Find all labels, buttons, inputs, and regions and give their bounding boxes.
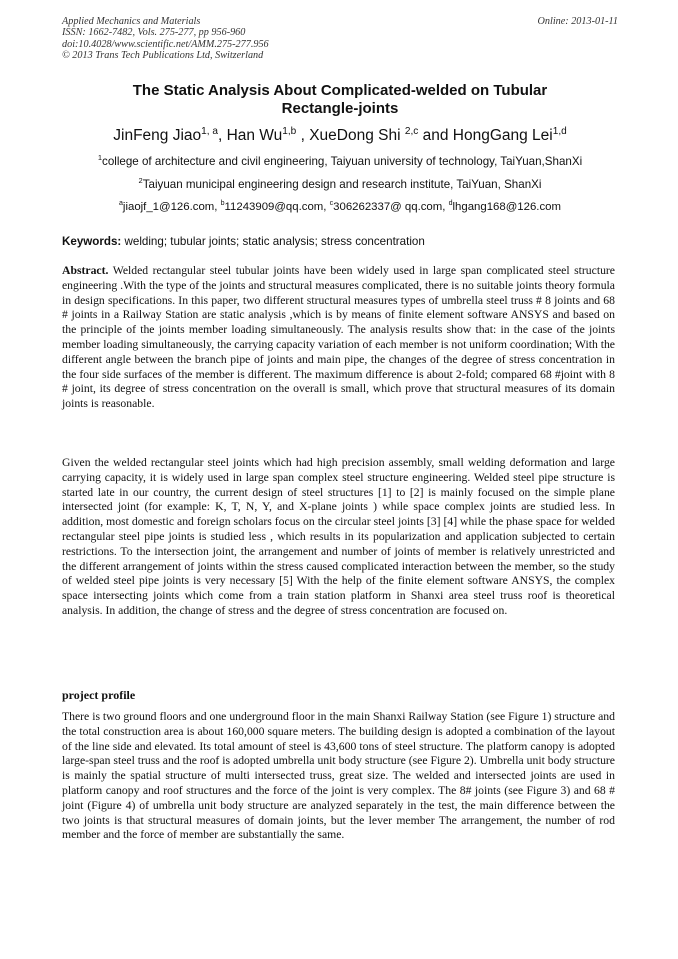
affiliation-mark: 1: [97, 153, 103, 163]
introduction-paragraph: Given the welded rectangular steel joints which had high precision assembly, small welding deformation and large carrying capacity, it is widely used in large span complex steel structure engineering. Welded steel pipe structure is started late in our country, the current design of steel structures [1] to [2] is mainly focused on the simple plane intersected joint (for example: K, T, N, Y, and X-plane joints ) while space complex joints are studied less. In addition, most domestic and foreign scholars focus on the circular steel joints [3] [4] while the phase space for welded rectangular steel pipe joints is studied less , which results in its popularization and application subjected to certain restrictions. To the intersection joint, the arrangement and number of joints of member is relatively unrestricted and the different arrangement of joints within the stress caused complicated interaction between the member, so the study of welded steel pipe joints is very necessary [5] With the help of the finite element software ANSYS, the complex space intersecting joints which come from a train station platform in Shanxi area steel truss roof is theoretical analysis. In addition, the change of stress and the degree of stress concentration are focused on.: [62, 456, 615, 617]
affiliation-2: [62, 178, 618, 192]
email-mark: a: [119, 200, 123, 208]
author-list: [62, 126, 618, 146]
author-affiliation-mark: 1, a: [201, 125, 218, 137]
affiliation-1: [62, 155, 618, 169]
email-address: 306262337@ qq.com,: [333, 201, 449, 213]
abstract-paragraph: [62, 264, 615, 412]
author-separator: ,: [296, 127, 310, 144]
journal-header: [62, 16, 618, 61]
email-address: lhgang168@126.com: [452, 201, 561, 213]
author-affiliation-mark: 1,d: [552, 125, 567, 137]
paper-title: [62, 82, 618, 118]
email-address: 11243909@qq.com,: [224, 201, 330, 213]
abstract-label: Abstract.: [62, 264, 109, 277]
author-separator: and: [418, 127, 453, 144]
email-mark: d: [448, 200, 453, 208]
author-name: HongGang Lei: [452, 127, 553, 144]
author-name: JinFeng Jiao: [113, 127, 202, 144]
author-name: Han Wu: [226, 127, 283, 144]
author-separator: ,: [217, 127, 227, 144]
title-line-1: The Static Analysis About Complicated-welded on Tubular: [132, 82, 548, 99]
email-mark: b: [220, 200, 225, 208]
author-affiliation-mark: 1,b: [282, 125, 297, 137]
email-mark: c: [329, 200, 334, 208]
online-date: Online: 2013-01-11: [537, 16, 618, 27]
email-list: [62, 200, 618, 214]
copyright-line: © 2013 Trans Tech Publications Ltd, Switzerland: [62, 49, 264, 61]
affiliation-text: college of architecture and civil engineering, Taiyuan university of technology, TaiYuan,ShanXi: [102, 155, 583, 168]
affiliation-mark: 2: [138, 176, 143, 186]
issn-line: ISSN: 1662-7482, Vols. 275-277, pp 956-960: [62, 27, 246, 39]
keywords: [62, 235, 618, 249]
author-name: XueDong Shi: [309, 127, 405, 144]
project-profile-paragraph: There is two ground floors and one underground floor in the main Shanxi Railway Station (see Figure 1) structure and the total construction area is about 160,000 square meters. The building design is adopted a combination of the layout of the line side and elevated. Its total amount of steel is 43,600 tons of steel structure. The platform canopy is adopted large-span steel truss and the roof is adopted umbrella unit body structure (see Figure 2). Umbrella unit body structure is mainly the spatial structure of multi intersected truss, great size. The welded and intersected joints are used in platform canopy and roof structures and the force of the joint is very complex. The 8# joints (see Figure 3) and 68 # joint (Figure 4) of umbrella unit body structure are analyzed separately in the test, the main difference between the two joints is that structural measures of domain joints, but the lever member The arrangement, the number of rod member and the force of member are substantially the same.: [62, 710, 615, 842]
keywords-text: welding; tubular joints; static analysis; stress concentration: [121, 235, 425, 248]
affiliation-text: Taiyuan municipal engineering design and research institute, TaiYuan, ShanXi: [142, 178, 542, 191]
keywords-label: Keywords:: [62, 235, 122, 248]
title-line-2: Rectangle-joints: [281, 100, 399, 117]
email-address: jiaojf_1@126.com,: [122, 201, 221, 213]
author-affiliation-mark: 2,c: [404, 125, 419, 137]
journal-name: Applied Mechanics and Materials: [62, 16, 201, 27]
abstract-text: Welded rectangular steel tubular joints have been widely used in large span complicated steel structure engineering .With the type of the joints and structural measures complicated, there is no suitable joints theory formula in design specifications. In this paper, two different structural measures types of umbrella steel truss # 8 joints and 68 # joints in a Railway Station are static analysis ,which is by means of finite element software ANSYS and based on the principle of the joints member loading simultaneously. The analysis results show that: in the case of the joints member loading simultaneously, the carrying capacity variation of each member is not uniform coordination; With the different angle between the branch pipe of joints and main pipe, the changes of the degree of stress concentration in the four side surfaces of the member is different. The maximum difference is about 2-fold; compared 68 #joint with 8 # joint, its degree of stress concentration on the overall is small, which prove that structural measures of its domain joints is reasonable.: [62, 264, 615, 411]
section-heading: project profile: [62, 688, 136, 702]
doi-line: doi:10.4028/www.scientific.net/AMM.275-277.956: [62, 38, 269, 50]
